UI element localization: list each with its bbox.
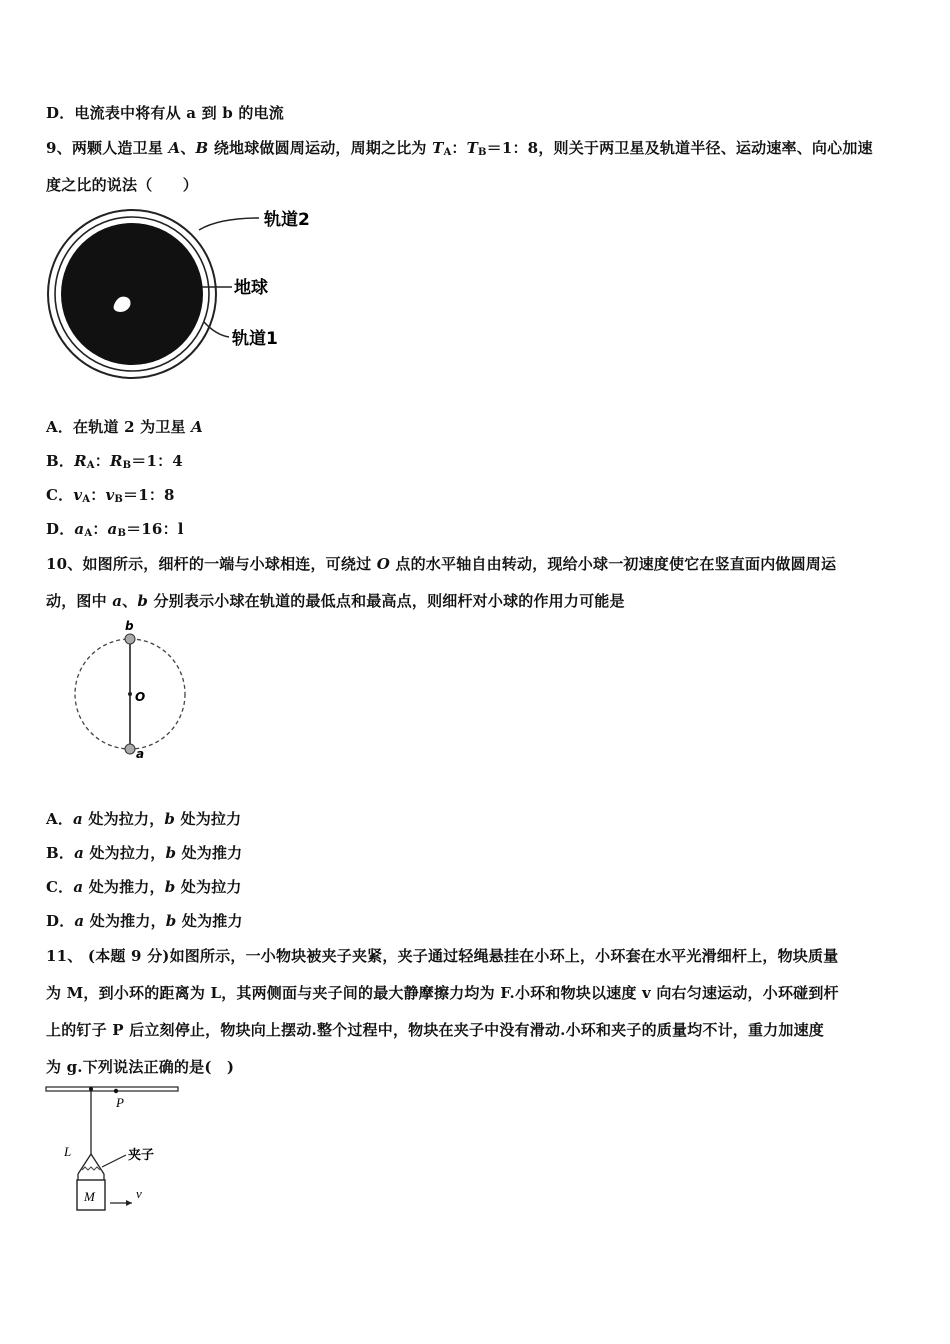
option-letter: D．: [46, 104, 75, 122]
clip-spring: [82, 1167, 100, 1170]
q9-orbit-figure: [44, 200, 334, 390]
q9-option-b: [46, 450, 183, 471]
q9-option-a: [46, 416, 203, 437]
var-a: a: [112, 592, 123, 610]
label-orbit1: 轨道1: [232, 329, 278, 349]
var-a: a: [73, 810, 83, 828]
sub-b: B: [477, 147, 487, 158]
var-b: b: [164, 878, 176, 896]
label-o: O: [135, 690, 146, 704]
var-a: A: [191, 418, 203, 436]
stem-text: ＝1：8，则关于两卫星及轨道半径、运动速率、向心加速: [486, 139, 873, 157]
option-text: 处为拉力，: [84, 844, 166, 862]
var-a: a: [74, 912, 85, 930]
velocity-arrow-head: [126, 1200, 132, 1206]
var-r: R: [109, 452, 123, 470]
sub-b: B: [117, 528, 127, 539]
q11-stem-line2: 为 M，到小环的距离为 L，其两侧面与夹子间的最大静摩擦力均为 F.小环和物块以速度 v 向右匀速运动，小环碰到杆: [46, 984, 839, 1002]
label-orbit2: 轨道2: [264, 210, 310, 230]
label-l: L: [64, 1144, 72, 1159]
option-letter: C．: [46, 878, 74, 896]
stem-text: 9、两颗人造卫星: [46, 139, 169, 157]
q9-option-c: [46, 484, 175, 505]
stem-text: 绕地球做圆周运动，周期之比为: [208, 139, 433, 157]
option-ratio: ＝1：4: [131, 452, 183, 470]
leader-orbit2: [199, 218, 259, 230]
clip: [78, 1154, 104, 1182]
q10-option-b: [46, 842, 242, 863]
q11-stem-line4: 为 g.下列说法正确的是( ): [46, 1058, 235, 1076]
q11-stem-line1: 11、 (本题 9 分)如图所示，一小物块被夹子夹紧，夹子通过轻绳悬挂在小环上，小环套在水平光滑细杆上，物块质量: [46, 947, 839, 965]
sub-a: A: [84, 528, 93, 539]
colon: ：: [92, 520, 108, 538]
q11-stem-line3: 上的钉子 P 后立刻停止，物块向上摆动.整个过程中，物块在夹子中没有滑动.小环和夹子的质量均不计，重力加速度: [46, 1021, 824, 1039]
nail-p: [114, 1089, 118, 1093]
label-p: P: [116, 1095, 124, 1110]
q10-stem-line1: [46, 553, 836, 574]
pivot-o: [128, 692, 132, 696]
option-text: 处为推力，: [83, 878, 165, 896]
stem-text: 10、如图所示，细杆的一端与小球相连，可绕过: [46, 555, 377, 573]
option-ratio: ＝1：8: [123, 486, 175, 504]
var-a: a: [74, 520, 85, 538]
option-text: 处为拉力: [175, 810, 242, 828]
var-b: b: [137, 592, 149, 610]
q8-option-d: [46, 102, 284, 123]
q10-option-d: [46, 910, 243, 931]
var-b: B: [195, 139, 209, 157]
stem-text: 点的水平轴自由转动，现给小球一初速度使它在竖直面内做圆周运: [389, 555, 837, 573]
q9-stem-line2: 度之比的说法（ ）: [46, 176, 199, 194]
var-o: O: [376, 555, 390, 573]
sub-a: A: [86, 460, 95, 471]
clip-leader: [102, 1155, 126, 1167]
option-text: 处为推力，: [84, 912, 166, 930]
var-a: a: [107, 520, 118, 538]
label-m: M: [84, 1189, 95, 1204]
var-t: T: [432, 139, 444, 157]
stem-text: 动，图中: [46, 592, 113, 610]
option-text: 处为拉力，: [82, 810, 165, 828]
stem-sep: 、: [180, 139, 196, 157]
option-text: 处为推力: [176, 844, 243, 862]
var-b: b: [165, 912, 177, 930]
earth-disc: [61, 223, 203, 365]
option-letter: B．: [46, 844, 75, 862]
label-v: v: [136, 1186, 142, 1201]
var-a: a: [74, 844, 85, 862]
colon: ：: [94, 452, 110, 470]
q10-stem-line2: [46, 590, 625, 611]
colon: ：: [90, 486, 106, 504]
q9-option-d: [46, 518, 184, 539]
sub-a: A: [443, 147, 452, 158]
option-letter: A．: [46, 810, 74, 828]
var-a: A: [168, 139, 181, 157]
q10-option-c: [46, 876, 242, 897]
label-clip: 夹子: [128, 1148, 155, 1163]
q10-circle-figure: [70, 615, 200, 765]
var-b: b: [164, 810, 176, 828]
colon: ：: [451, 139, 467, 157]
option-letter: C．: [46, 486, 74, 504]
var-a: a: [73, 878, 84, 896]
ball-b: [125, 634, 135, 644]
label-earth: 地球: [234, 278, 268, 298]
ball-a: [125, 744, 135, 754]
label-a: a: [136, 747, 145, 761]
option-letter: D．: [46, 912, 75, 930]
option-letter: B．: [46, 452, 75, 470]
q11-pendulum-figure: [44, 1082, 224, 1222]
stem-sep: 、: [122, 592, 138, 610]
option-ratio: ＝16：l: [126, 520, 184, 538]
option-text: 处为拉力: [175, 878, 242, 896]
sub-b: B: [114, 494, 124, 505]
var-v: v: [73, 486, 83, 504]
small-ring: [89, 1087, 93, 1091]
option-text: 在轨道 2 为卫星: [73, 418, 192, 436]
horizontal-rod: [46, 1087, 178, 1091]
option-text: 处为推力: [176, 912, 243, 930]
option-letter: D．: [46, 520, 75, 538]
var-v: v: [105, 486, 115, 504]
stem-text: 分别表示小球在轨道的最低点和最高点，则细杆对小球的作用力可能是: [148, 592, 625, 610]
sub-b: B: [122, 460, 132, 471]
var-r: R: [74, 452, 87, 470]
var-b: b: [165, 844, 177, 862]
option-text: 电流表中将有从 a 到 b 的电流: [74, 104, 284, 122]
q10-option-a: [46, 808, 241, 829]
label-b: b: [125, 619, 134, 633]
sub-a: A: [82, 494, 91, 505]
var-t: T: [466, 139, 478, 157]
q9-stem-line1: [46, 137, 873, 158]
option-letter: A．: [46, 418, 74, 436]
